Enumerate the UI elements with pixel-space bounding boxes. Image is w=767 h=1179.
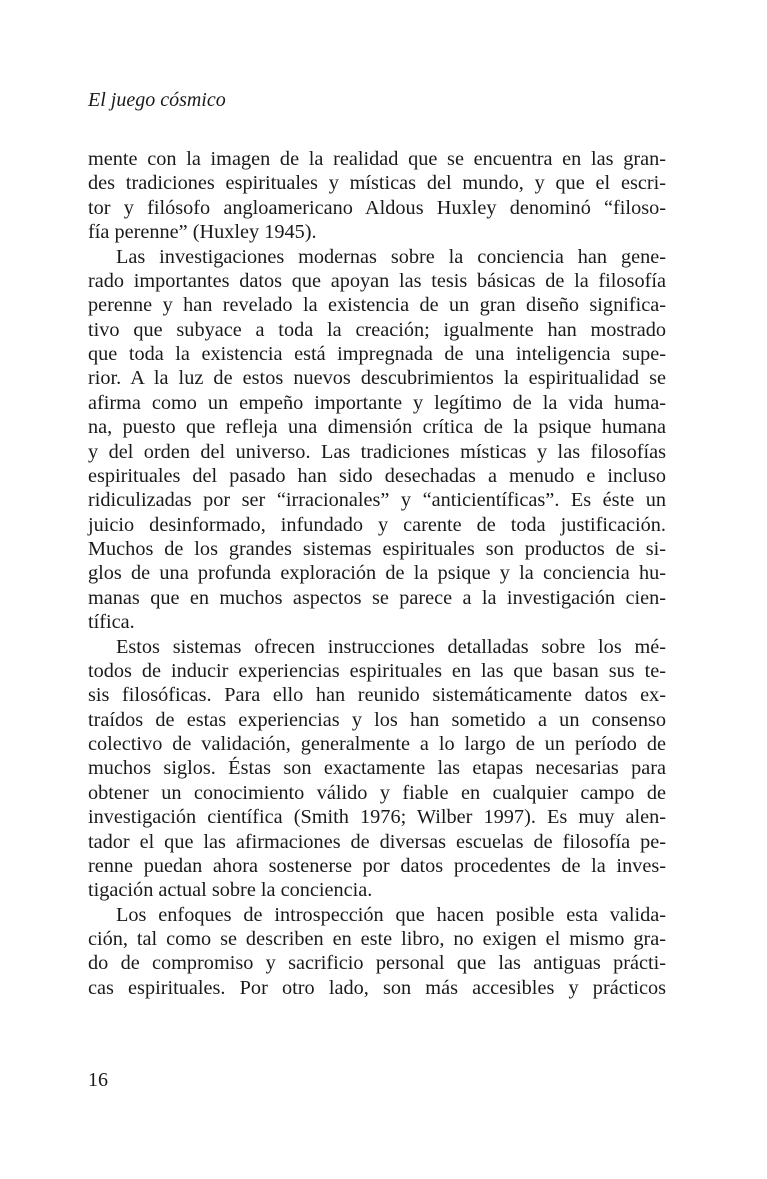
text-line: tigación actual sobre la conciencia. xyxy=(88,879,373,902)
text-line: y del orden del universo. Las tradiciones místicas y las filosofías xyxy=(88,440,666,463)
text-line: fía perenne” (Huxley 1945). xyxy=(88,221,317,244)
text-line: sis filosóficas. Para ello han reunido sistemáticamente datos ex- xyxy=(88,684,666,707)
text-line: ridiculizadas por ser “irracionales” y “anticientíficas”. Es éste un xyxy=(88,489,666,512)
paragraph xyxy=(88,147,666,245)
text-line: muchos siglos. Éstas son exactamente las etapas necesarias para xyxy=(88,757,666,780)
body-text xyxy=(88,147,666,1000)
page-number: 16 xyxy=(88,1069,108,1091)
text-line: des tradiciones espirituales y místicas del mundo, y que el escri- xyxy=(88,172,666,195)
text-line: Muchos de los grandes sistemas espirituales son productos de si- xyxy=(88,538,666,560)
text-line: Los enfoques de introspección que hacen posible esta valida- xyxy=(116,903,666,926)
text-line: rado importantes datos que apoyan las tesis básicas de la filosofía xyxy=(88,269,666,292)
text-line: cas espirituales. Por otro lado, son más accesibles y prácticos xyxy=(88,976,666,999)
text-line: renne puedan ahora sostenerse por datos procedentes de la inves- xyxy=(88,854,666,877)
text-line: do de compromiso y sacrificio personal que las antiguas prácti- xyxy=(88,952,666,975)
text-line: colectivo de validación, generalmente a lo largo de un período de xyxy=(88,733,666,755)
text-line: juicio desinformado, infundado y carente de toda justificación. xyxy=(88,513,666,536)
text-line: obtener un conocimiento válido y fiable en cualquier campo de xyxy=(88,781,666,804)
paragraph xyxy=(88,903,666,1001)
text-line: Las investigaciones modernas sobre la conciencia han gene- xyxy=(116,245,666,268)
text-line: na, puesto que refleja una dimensión crítica de la psique humana xyxy=(88,416,666,439)
text-line: glos de una profunda exploración de la psique y la conciencia hu- xyxy=(88,562,666,585)
text-line: que toda la existencia está impregnada de una inteligencia supe- xyxy=(88,343,666,365)
text-line: tador el que las afirmaciones de diversas escuelas de filosofía pe- xyxy=(88,830,666,853)
text-line: afirma como un empeño importante y legítimo de la vida huma- xyxy=(88,391,666,414)
text-line: espirituales del pasado han sido desechadas a menudo e incluso xyxy=(88,464,666,487)
text-line: perenne y han revelado la existencia de un gran diseño significa- xyxy=(88,294,666,317)
text-line: investigación científica (Smith 1976; Wilber 1997). Es muy alen- xyxy=(88,806,666,829)
paragraph xyxy=(88,635,666,903)
running-head: El juego cósmico xyxy=(88,89,226,111)
text-line: mente con la imagen de la realidad que se encuentra en las gran- xyxy=(88,148,666,170)
text-line: ción, tal como se describen en este libro, no exigen el mismo gra- xyxy=(88,928,666,950)
text-line: traídos de estas experiencias y los han sometido a un consenso xyxy=(88,708,666,731)
text-line: manas que en muchos aspectos se parece a la investigación cien- xyxy=(88,586,666,609)
text-line: tor y filósofo angloamericano Aldous Huxley denominó “filoso- xyxy=(88,196,666,219)
text-line: rior. A la luz de estos nuevos descubrimientos la espiritualidad se xyxy=(88,367,666,390)
paragraph xyxy=(88,245,666,635)
text-line: tífica. xyxy=(88,611,135,634)
text-line: todos de inducir experiencias espirituales en las que basan sus te- xyxy=(88,659,666,682)
text-line: tivo que subyace a toda la creación; igualmente han mostrado xyxy=(88,318,666,341)
text-line: Estos sistemas ofrecen instrucciones detalladas sobre los mé- xyxy=(116,635,666,658)
